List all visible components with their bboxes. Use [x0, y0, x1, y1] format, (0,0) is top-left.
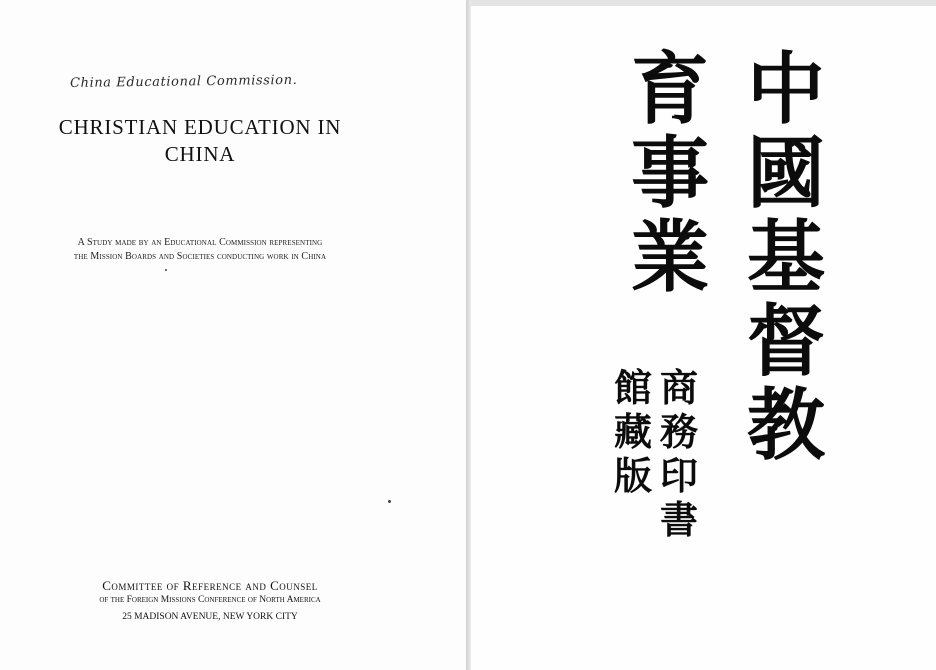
paper-speck — [388, 500, 391, 503]
publisher-name: Committee of Reference and Counsel — [102, 578, 318, 593]
chinese-title-column-2 — [631, 45, 710, 303]
chinese-title-column-1 — [747, 45, 826, 471]
subtitle-line: A Study made by an Educational Commission representing — [77, 237, 323, 248]
publisher-character: 書 — [660, 498, 699, 542]
title-character: 中 — [747, 45, 826, 135]
english-title-page — [0, 0, 466, 670]
title-character: 基 — [747, 213, 826, 303]
subtitle-line: the Mission Boards and Societies conducting work in China — [73, 251, 327, 262]
publisher-character: 商 — [660, 366, 699, 410]
title-character: 事 — [631, 129, 710, 219]
publisher-character: 藏 — [614, 410, 653, 454]
publisher-character: 版 — [614, 454, 653, 498]
title-line: CHINA — [164, 142, 236, 166]
publisher-character: 印 — [660, 454, 699, 498]
title-character: 教 — [747, 381, 826, 471]
title-character: 育 — [631, 45, 710, 135]
paper-speck — [165, 269, 167, 271]
publisher-address: 25 MADISON AVENUE, NEW YORK CITY — [122, 612, 298, 622]
handwritten-annotation: China Educational Commission. — [69, 72, 298, 92]
publisher-block — [30, 578, 390, 625]
book-title — [20, 114, 380, 168]
title-character: 業 — [631, 213, 710, 303]
chinese-publisher-column-2 — [614, 366, 652, 498]
title-line: CHRISTIAN EDUCATION IN — [58, 115, 342, 139]
publisher-affiliation: of the Foreign Missions Conference of North America — [99, 595, 321, 605]
title-character: 國 — [747, 129, 826, 219]
publisher-character: 館 — [614, 366, 653, 410]
book-subtitle — [30, 236, 370, 264]
chinese-publisher-column-1 — [660, 366, 698, 542]
title-character: 督 — [747, 297, 826, 387]
publisher-character: 務 — [660, 410, 699, 454]
